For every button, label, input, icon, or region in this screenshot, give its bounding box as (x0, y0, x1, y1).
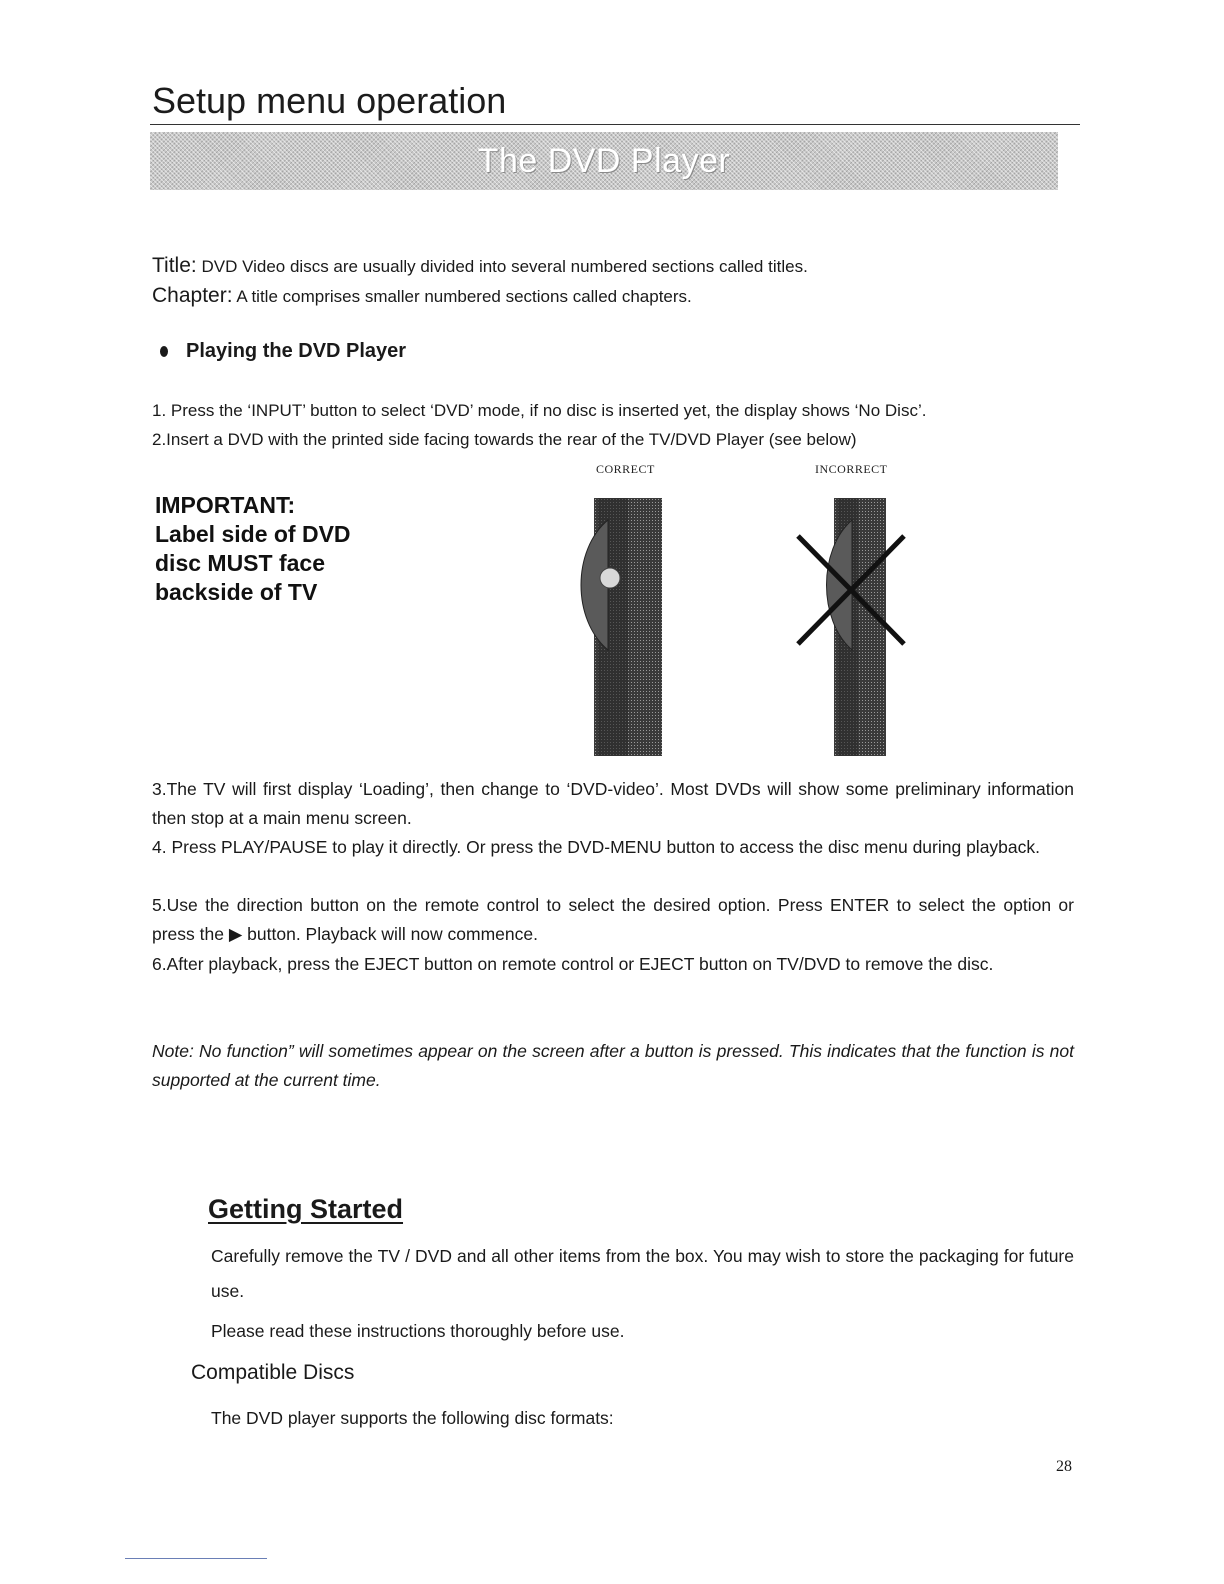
incorrect-label: INCORRECT (815, 462, 888, 476)
incorrect-insertion-illustration (790, 490, 910, 760)
step-2: 2.Insert a DVD with the printed side facing towards the rear of the TV/DVD Player (see below) (152, 430, 857, 449)
step-5: 5.Use the direction button on the remote control to select the desired option. Press ENTER to select the option or press the ▶ button. Playback will now commence. (152, 895, 1074, 945)
disc-formats-intro: The DVD player supports the following disc formats: (211, 1408, 614, 1428)
getting-started-heading: Getting Started (208, 1194, 404, 1224)
definition-term: Chapter: (152, 284, 233, 307)
important-notice (155, 491, 351, 607)
page-title: Setup menu operation (152, 80, 507, 121)
definition-text: A title comprises smaller numbered sections called chapters. (232, 287, 692, 306)
section-heading (160, 340, 406, 363)
correct-label: CORRECT (596, 462, 655, 476)
compatible-discs-heading: Compatible Discs (191, 1361, 355, 1384)
step-4: 4. Press PLAY/PAUSE to play it directly. Or press the DVD-MENU button to access the disc menu during playback. (152, 837, 1041, 857)
getting-started-paragraph: Please read these instructions thoroughly before use. (211, 1321, 625, 1341)
important-line: IMPORTANT: (155, 492, 296, 518)
getting-started-paragraph: Carefully remove the TV / DVD and all other items from the box. You may wish to store the packaging for future use. (211, 1246, 1074, 1301)
bullet-icon (160, 346, 168, 357)
definition-term: Title: (152, 254, 197, 277)
important-line: disc MUST face (155, 550, 325, 576)
banner-title: The DVD Player (477, 141, 731, 180)
important-line: Label side of DVD (155, 521, 351, 547)
title-divider (150, 124, 1080, 125)
definition-text: DVD Video discs are usually divided into several numbered sections called titles. (196, 257, 808, 276)
step-6: 6.After playback, press the EJECT button on remote control or EJECT button on TV/DVD to remove the disc. (152, 954, 994, 974)
important-line: backside of TV (155, 579, 318, 605)
section-heading-text: Playing the DVD Player (186, 340, 407, 362)
note: Note: No function” will sometimes appear on the screen after a button is pressed. This indicates that the function is not supported at the current time. (152, 1041, 1074, 1091)
definition-chapter (152, 281, 692, 311)
definition-title (152, 251, 808, 281)
page-number: 28 (1056, 1458, 1072, 1475)
disc-hub-icon (600, 568, 620, 588)
step-3: 3.The TV will first display ‘Loading’, then change to ‘DVD-video’. Most DVDs will show some preliminary information then stop at a main menu screen. (152, 779, 1074, 829)
correct-insertion-illustration (580, 490, 670, 760)
footnote-rule (125, 1558, 267, 1559)
step-1: 1. Press the ‘INPUT’ button to select ‘DVD’ mode, if no disc is inserted yet, the display shows ‘No Disc’. (152, 401, 927, 420)
section-banner (150, 132, 1058, 190)
